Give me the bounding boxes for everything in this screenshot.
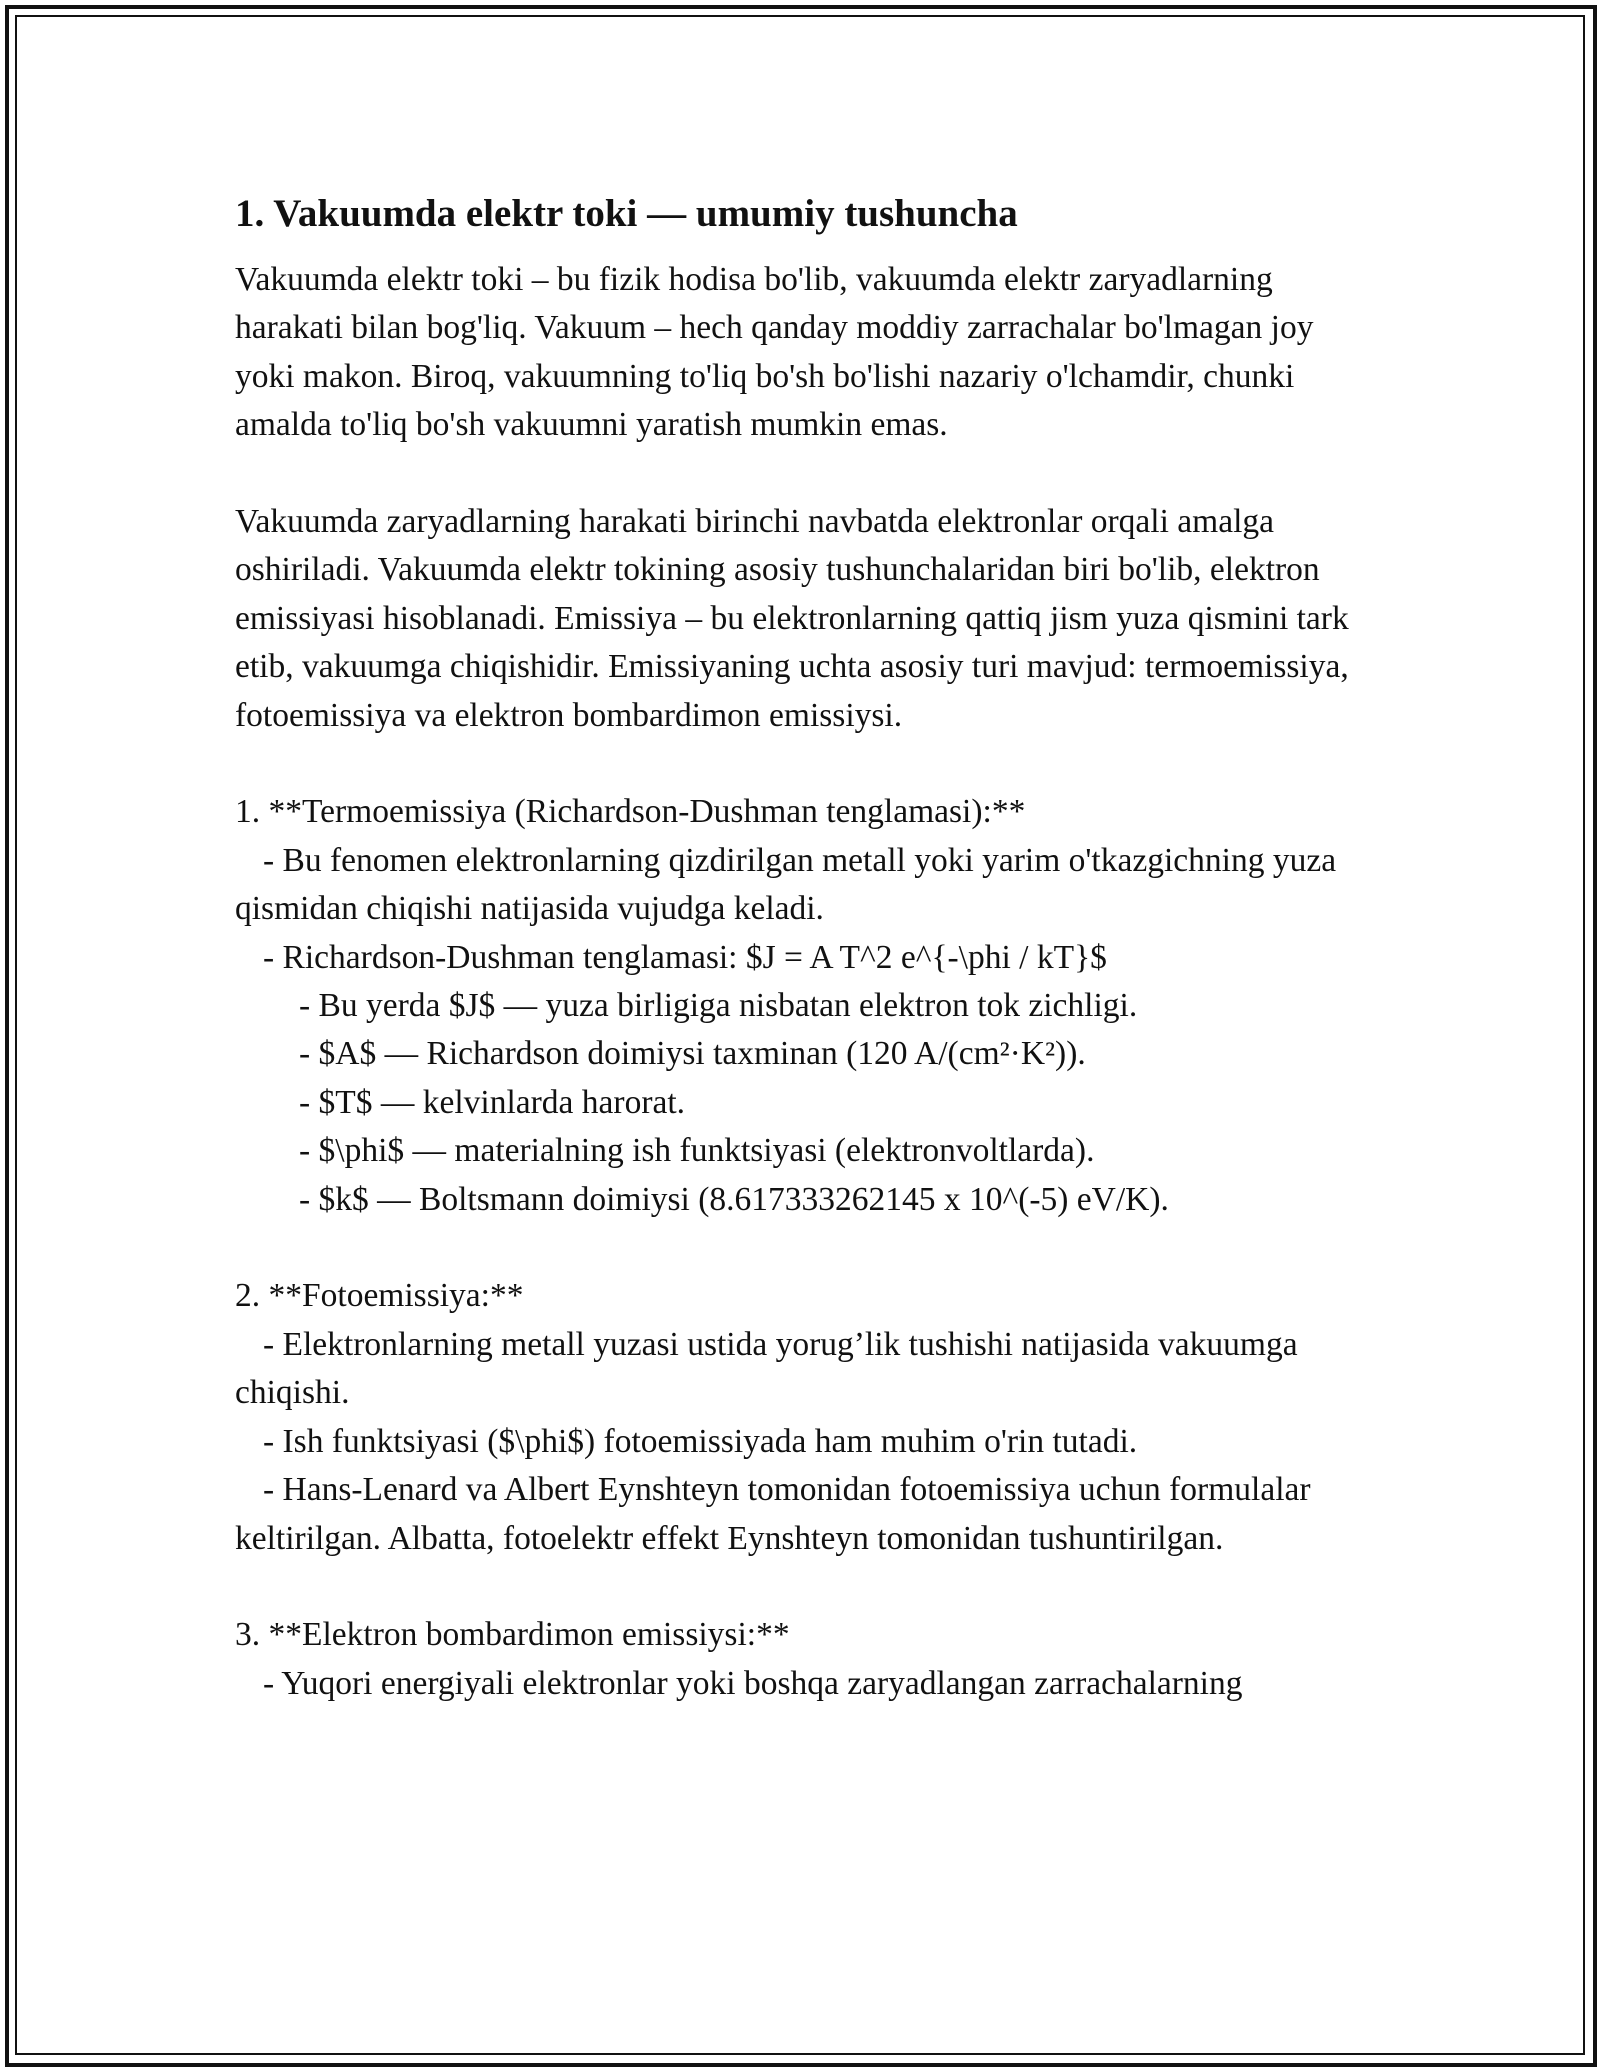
variable-definition-phi: - $\phi$ — materialning ish funktsiyasi (elektronvoltlarda).: [299, 1132, 1095, 1170]
bombardimon-bullet: - Yuqori energiyali elektronlar yoki boshqa zaryadlangan zarrachalarning: [263, 1664, 1243, 1702]
section-heading: 1. Vakuumda elektr toki — umumiy tushuncha: [235, 192, 1018, 235]
fotoemissiya-title: 2. **Fotoemissiya:**: [235, 1277, 524, 1315]
termoemissiya-bullet: - Bu fenomen elektronlarning qizdirilgan metall yoki yarim o'tkazgichning yuza qismidan chiqishi natijasida vujudga keladi.: [235, 841, 1345, 928]
fotoemissiya-bullet: - Hans-Lenard va Albert Eynshteyn tomonidan fotoemissiya uchun formulalar keltirilgan. Albatta, fotoelektr effekt Eynshteyn tomonidan tushuntirilgan.: [235, 1471, 1319, 1557]
spacer: [235, 740, 1365, 788]
fotoemissiya-section: [235, 1272, 1365, 1562]
richardson-equation: - Richardson-Dushman tenglamasi: $J = A T^2 e^{-\phi / kT}$: [263, 938, 1107, 976]
fotoemissiya-bullet: - Ish funktsiyasi ($\phi$) fotoemissiyada ham muhim o'rin tutadi.: [263, 1422, 1138, 1460]
spacer: [235, 1563, 1365, 1611]
document-body: [235, 182, 1365, 1708]
variable-definition-t: - $T$ — kelvinlarda harorat.: [299, 1083, 686, 1121]
spacer: [235, 450, 1365, 498]
variable-definition-a: - $A$ — Richardson doimiysi taxminan (120 A/(cm²·K²)).: [299, 1035, 1086, 1073]
intro-paragraph: Vakuumda elektr toki – bu fizik hodisa bo'lib, vakuumda elektr zaryadlarning harakati bilan bog'liq. Vakuum – hech qanday moddiy zarrachalar bo'lmagan joy yoki makon. Biroq, vakuumning to'liq bo'sh bo'lishi nazariy o'lchamdir, chunki amalda to'liq bo'sh vakuumni yaratish mumkin emas.: [235, 261, 1314, 444]
bombardimon-section: [235, 1611, 1365, 1708]
fotoemissiya-bullet: - Elektronlarning metall yuzasi ustida yorug’lik tushishi natijasida vakuumga chiqishi.: [235, 1325, 1306, 1412]
termoemissiya-section: [235, 788, 1365, 1224]
bombardimon-title: 3. **Elektron bombardimon emissiysi:**: [235, 1616, 790, 1654]
termoemissiya-title: 1. **Termoemissiya (Richardson-Dushman tenglamasi):**: [235, 793, 1026, 831]
variable-definition-j: - Bu yerda $J$ — yuza birligiga nisbatan elektron tok zichligi.: [299, 987, 1138, 1025]
spacer: [235, 1224, 1365, 1272]
emission-paragraph: Vakuumda zaryadlarning harakati birinchi navbatda elektronlar orqali amalga oshiriladi. Vakuumda elektr tokining asosiy tushunchalaridan biri bo'lib, elektron emissiyasi hisoblanadi. Emissiya – bu elektronlarning qattiq jism yuza qismini tark etib, vakuumga chiqishidir. Emissiyaning uchta asosiy turi mavjud: termoemissiya, fotoemissiya va elektron bombardimon emissiysi.: [235, 503, 1349, 734]
variable-definition-k: - $k$ — Boltsmann doimiysi (8.617333262145 x 10^(-5) eV/K).: [299, 1180, 1169, 1218]
